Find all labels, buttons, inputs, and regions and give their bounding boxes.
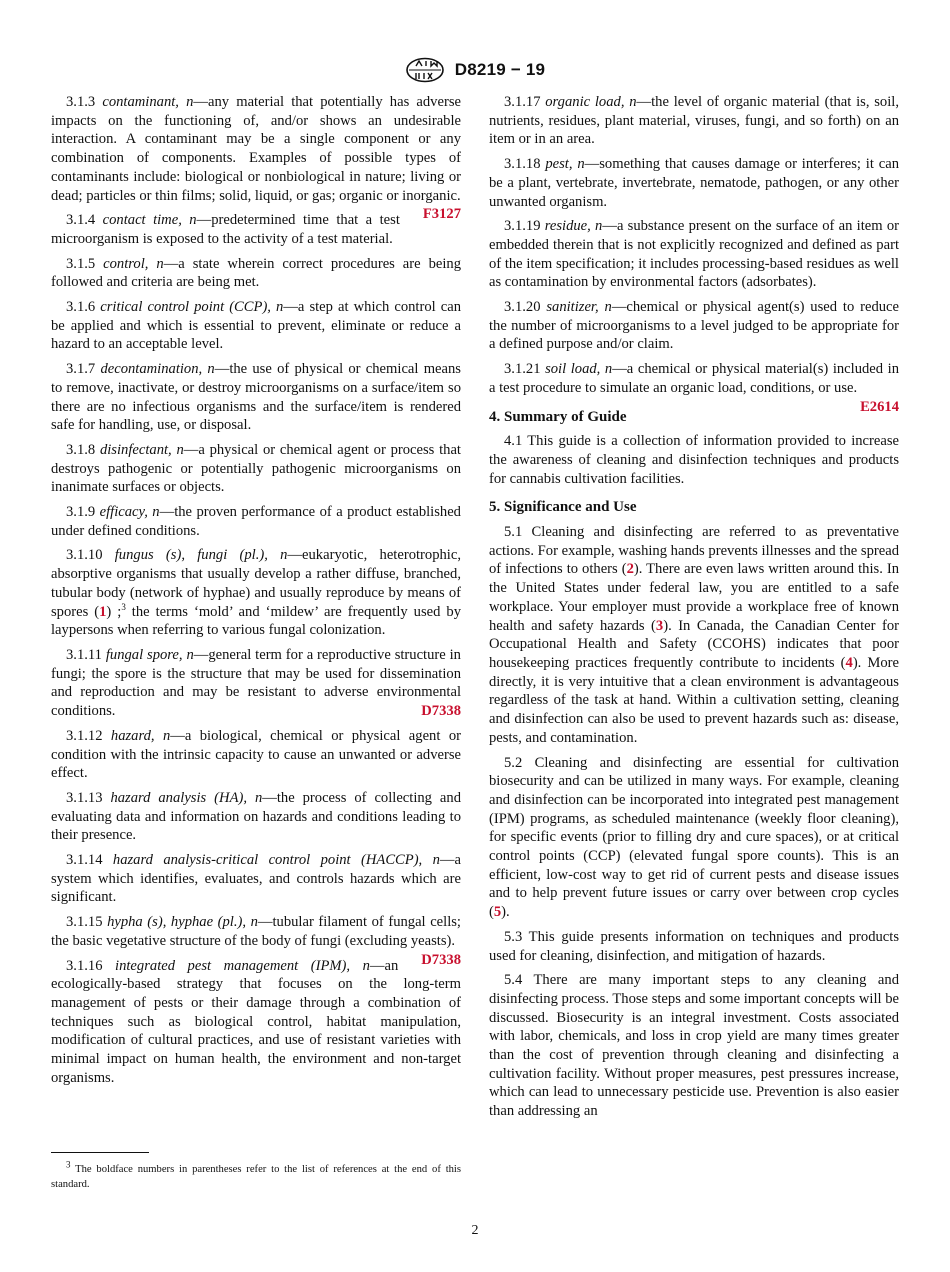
definition-3-1-17: 3.1.17 organic load, n—the level of organic material (that is, soil, nutrients, residues, plant material, viruses, fungi, and so forth) on an item or in an area. xyxy=(489,94,899,148)
section-5-heading: 5. Significance and Use xyxy=(489,499,637,516)
citation-link[interactable]: 5 xyxy=(493,904,502,921)
definition-3-1-13: 3.1.13 hazard analysis (HA), n—the process of collecting and evaluating data and information on hazards and conditions leading to their presence. xyxy=(51,789,461,844)
definition-3-1-4: 3.1.4 contact time, n—predetermined time that a test microorganism is exposed to the activity of a test material. xyxy=(51,212,400,247)
ref-link[interactable]: D7338 xyxy=(421,951,461,968)
standard-designation: D8219 − 19 xyxy=(454,60,546,79)
footnote-divider xyxy=(51,1152,149,1153)
citation-link[interactable]: 4 xyxy=(845,654,853,671)
definition-3-1-16: 3.1.16 integrated pest management (IPM), n—an ecologically-based strategy that focuses on the long-term management of pests or their damage through a combination of techniques such as biological control, habitat manipulation, modification of cultural practices, and use of resistant varieties with minimal impact on human health, the environment and non-target organisms. xyxy=(51,957,461,1086)
paragraph-5-3: 5.3 This guide presents information on techniques and products used for cleaning, disinfection, and mitigation of hazards. xyxy=(489,928,899,964)
definition-3-1-20: 3.1.20 sanitizer, n—chemical or physical agent(s) used to reduce the number of microorganisms to a level judged to be appropriate for a defined purpose and/or claim. xyxy=(489,299,899,353)
definition-3-1-8: 3.1.8 disinfectant, n—a physical or chemical agent or process that destroys pathogenic or potentially pathogenic microorganisms on inanimate surfaces or objects. xyxy=(51,441,461,496)
section-4-heading: 4. Summary of Guide xyxy=(489,408,627,425)
page-number: 2 xyxy=(471,1223,479,1238)
definition-3-1-18: 3.1.18 pest, n—something that causes damage or interferes; it can be a plant, vertebrate, invertebrate, nematode, pathogen, or any other unwanted organism. xyxy=(489,156,899,210)
definition-3-1-3: 3.1.3 contaminant, n—any material that potentially has adverse impacts on the functioning of, and/or shows an undesirable interaction. A contaminant may be a single component or any combination of components. Examples of possible types of contaminants include: biological or nonbiological in nature; living or dead; particles or thin films; solid, liquid, or gas; organic or inorganic. F3127 xyxy=(51,94,461,223)
definition-3-1-19: 3.1.19 residue, n—a substance present on the surface of an item or embedded therein that is not explicitly recognized and defined as part of the item specification; it includes processing-based residues as well as contamination by environmental factors (adsorbates). xyxy=(489,218,899,291)
definition-3-1-6: 3.1.6 critical control point (CCP), n—a step at which control can be applied and which is essential to prevent, eliminate or reduce a hazard to an acceptable level. xyxy=(51,299,461,353)
ref-link[interactable]: D7338 xyxy=(421,703,461,720)
footnote: $^3$ The boldface numbers in parentheses refer to the list of references at the end of this standard. xyxy=(51,1159,461,1190)
definition-3-1-14: 3.1.14 hazard analysis-critical control point (HACCP), n—a system which identifies, evaluates, and controls hazards which are significant. xyxy=(51,852,461,906)
paragraph-5-1: 5.1 Cleaning and disinfecting are referred to as preventative actions. For example, washing hands prevents illnesses and the spread of infections to others (2). There are even laws written around this. In the United States under federal law, you are entitled to a safe workplace. Your employer must provide a workplace free of known health and safety hazards (3). In Canada, the Canadian Center for Occupational Health and Safety (CCOHS) indicates that poor housekeeping practices frequently contribute to incidents (4). More directly, it is very intuitive that a clean environment is advantageous regardless of the task at hand. Within a cultivation setting, cleaning and disinfection can also be used to prevent hazards such as: disease, pests, and contamination. xyxy=(489,524,899,746)
page-header xyxy=(0,57,950,83)
definition-3-1-15: 3.1.15 hypha (s), hyphae (pl.), n—tubular filament of fungal cells; the basic vegetative structure of the body of fungi (excluding yeasts). D7338 xyxy=(51,914,461,968)
ref-link[interactable]: F3127 xyxy=(422,206,461,223)
paragraph-5-4: 5.4 There are many important steps to any cleaning and disinfecting process. Those steps and some important concepts will be discussed. Biosecurity is an integral investment. Costs associated with labor, chemicals, and loss in crop yield are many times greater than the cost of prevention through cleaning and disinfecting a cultivation facility. Without proper measures, pest pressures increase, which can lead to unnecessary pesticide use. Prevention is also easier than addressing an xyxy=(489,972,899,1120)
paragraph-5-2: 5.2 Cleaning and disinfecting are essential for cultivation biosecurity and can be utilized in many ways. For example, cleaning and disinfection can be incorporated into integrated pest management (IPM) programs, as scheduled maintenance (weekly floor cleaning), for specific events (prior to filling dry and cure spaces), or at critical control points (CCP) (elevated fungal spore counts). This is an efficient, low-cost way to get rid of current pests and disease issues and to help prevent future issues or carry over between crop cycles (5). xyxy=(489,754,899,921)
definition-3-1-11: 3.1.11 fungal spore, n—general term for a reproductive structure in fungi; the spore is the structure that may be used for dissemination and reproduction and may be resistant to adverse environmental conditions. D7338 xyxy=(51,646,461,720)
definition-3-1-5: 3.1.5 control, n—a state wherein correct procedures are being followed and criteria are being met. xyxy=(51,255,462,291)
definition-3-1-9: 3.1.9 efficacy, n—the proven performance of a product established under defined conditions. xyxy=(51,504,461,539)
citation-link[interactable]: 1 xyxy=(99,603,107,620)
citation-link[interactable]: 3 xyxy=(655,617,664,634)
left-column xyxy=(51,93,461,1093)
definition-3-1-10: 3.1.10 fungus (s), fungi (pl.), n—eukaryotic, heterotrophic, absorptive organisms that usually develop a rather diffuse, branched, tubular body (network of hyphae) and usually reproduce by means of spores (1) ;$^3$ the terms ‘mold’ and ‘mildew’ are frequently used by laypersons when referring to various fungal colonization. xyxy=(51,547,461,639)
right-column xyxy=(489,93,899,1127)
footnote-marker: 3 xyxy=(121,601,126,612)
ref-link[interactable]: E2614 xyxy=(860,398,899,415)
paragraph-4-1: 4.1 This guide is a collection of information provided to increase the awareness of cleaning and disinfection techniques and products for cannabis cultivation facilities. xyxy=(489,433,899,487)
definition-3-1-21: 3.1.21 soil load, n—a chemical or physical material(s) included in a test procedure to simulate an organic load, conditions, or use. E2614 xyxy=(489,361,899,415)
astm-logo xyxy=(405,57,445,83)
citation-link[interactable]: 2 xyxy=(626,561,634,578)
definition-3-1-12: 3.1.12 hazard, n—a biological, chemical or physical agent or condition with the intrinsic capacity to cause an unwanted or adverse effect. xyxy=(51,727,461,782)
definition-3-1-7: 3.1.7 decontamination, n—the use of physical or chemical means to remove, inactivate, or destroy microorganisms on a surface/item so there are no infectious organisms and the surface/item is rendered safe for handling, use, or disposal. xyxy=(51,361,461,434)
